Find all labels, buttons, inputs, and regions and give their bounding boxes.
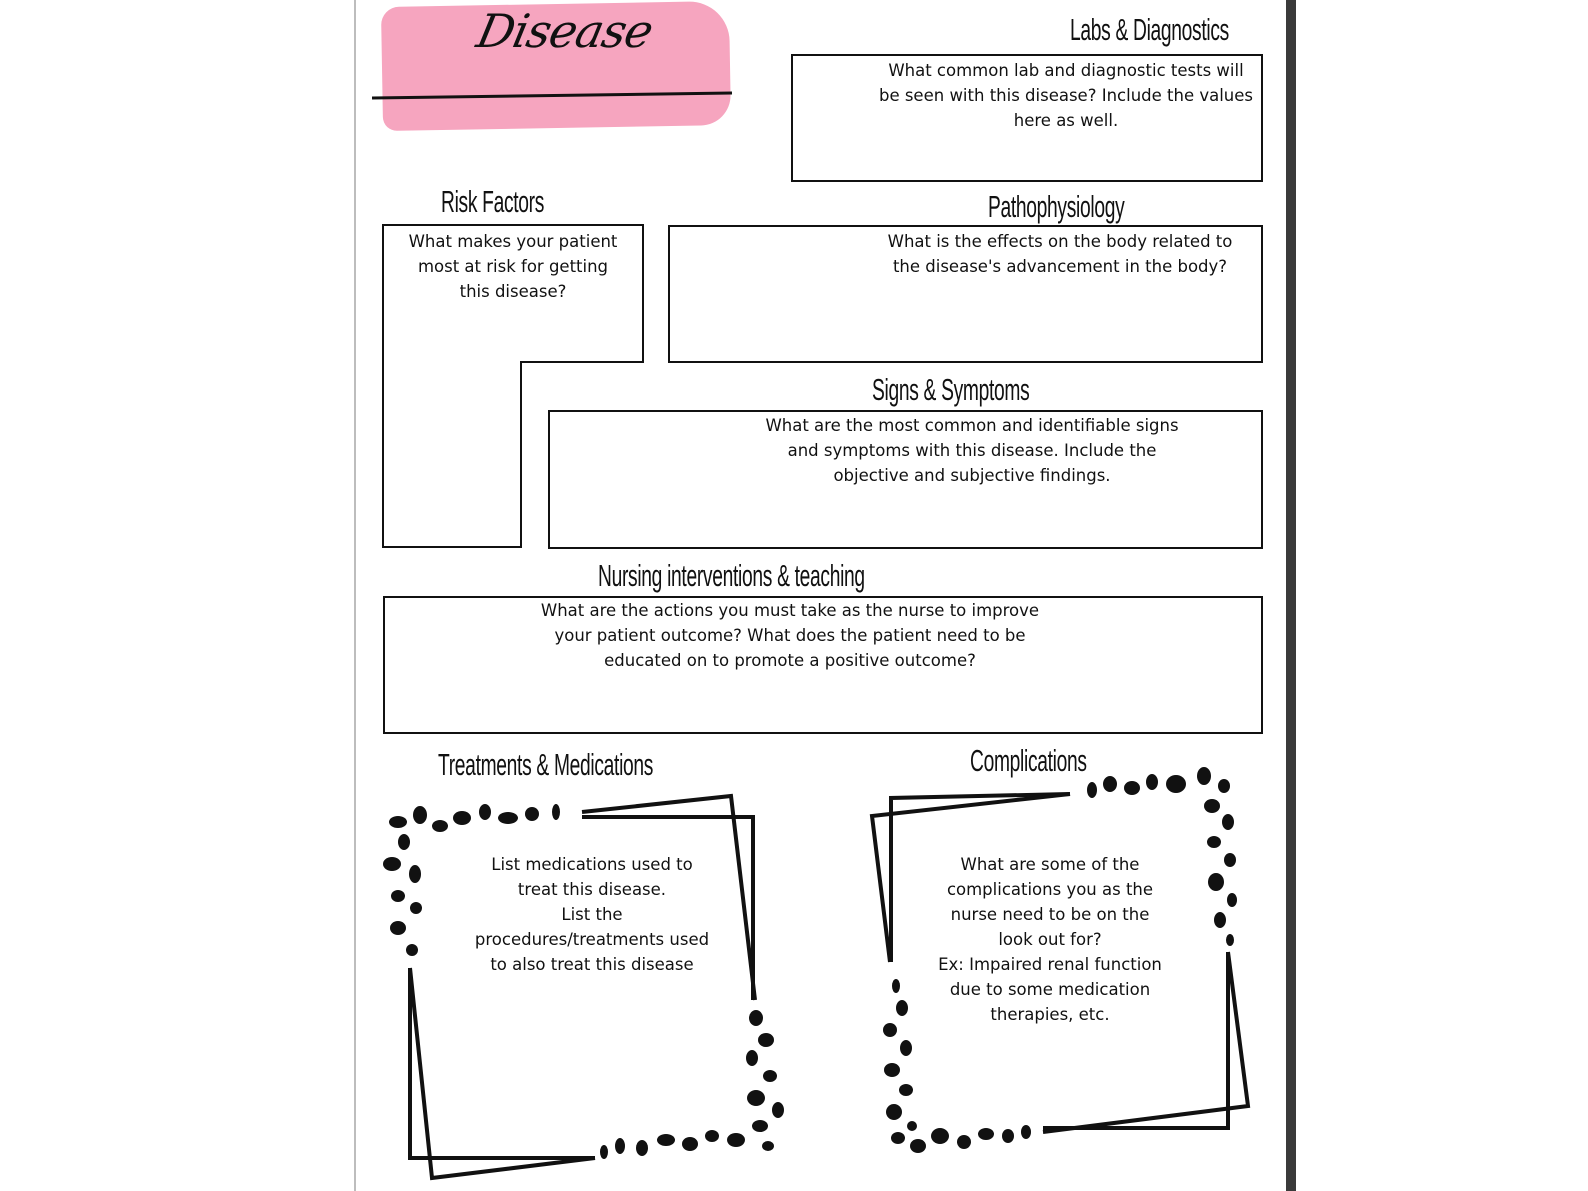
treatments-heading: Treatments & Medications bbox=[438, 747, 654, 782]
complications-heading: Complications bbox=[970, 743, 1087, 778]
signs-symptoms-heading: Signs & Symptoms bbox=[872, 372, 1030, 407]
pathophysiology-prompt: What is the effects on the body related to the disease's advancement in the body? bbox=[887, 232, 1233, 276]
pathophysiology-heading: Pathophysiology bbox=[988, 189, 1125, 224]
risk-factors-prompt: What makes your patient most at risk for getting this disease? bbox=[408, 232, 618, 301]
treatments-prompt: List medications used to treat this disease. List the procedures/treatments used to also treat this disease bbox=[474, 855, 710, 974]
nursing-prompt: What are the actions you must take as the nurse to improve your patient outcome? What does the patient need to be educated on to promote a positive outcome? bbox=[540, 601, 1040, 670]
signs-symptoms-prompt: What are the most common and identifiable signs and symptoms with this disease. Include the objective and subjective findings. bbox=[765, 416, 1179, 485]
labs-prompt: What common lab and diagnostic tests will be seen with this disease? Include the values here as well. bbox=[878, 61, 1254, 130]
nursing-heading: Nursing interventions & teaching bbox=[598, 558, 865, 593]
page-title: Disease bbox=[472, 4, 658, 58]
labs-heading: Labs & Diagnostics bbox=[1070, 12, 1229, 47]
risk-factors-heading: Risk Factors bbox=[441, 184, 545, 219]
complications-prompt: What are some of the complications you as the nurse need to be on the look out for? Ex: Impaired renal function due to some medication therapies, etc. bbox=[938, 855, 1162, 1024]
